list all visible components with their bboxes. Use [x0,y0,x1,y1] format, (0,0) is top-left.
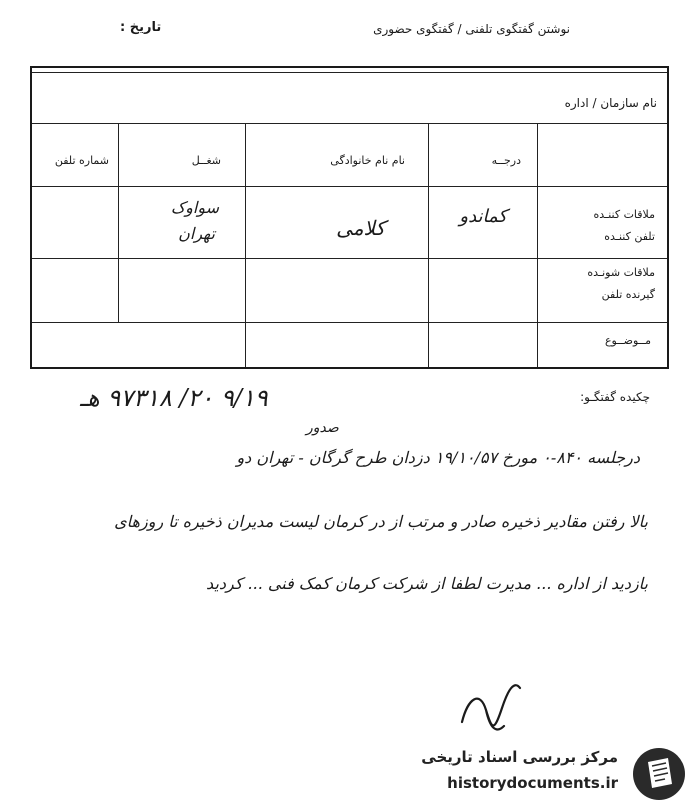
handwritten-occupation-2: تهران [178,224,215,243]
header-row-line [32,186,667,187]
signature [450,670,530,740]
logo-title: مرکز بررسی اسناد تاریخی [421,748,618,766]
receiver-label: گیرنده تلفن [601,288,655,301]
visited-row-line [32,322,667,323]
form-table [30,66,669,369]
summary-reference: ۹/۱۹ ۲۰/ ۹۷۳۱۸ هـ [80,384,268,412]
summary-label: چکیده گفتگـو: [580,390,650,404]
handwriting-line-1: درجلسه ۸۴۰-۰ مورخ ۱۹/۱۰/۵۷ دزدان طرح گرگان - تهران دو [236,448,640,467]
phone-col-line [118,123,119,322]
handwritten-name: کلامی [336,216,385,240]
rank-header: درجــه [491,154,521,167]
name-col-line [428,123,429,367]
org-row-line [32,123,667,124]
archive-logo [418,744,694,804]
visitor-row-line [32,258,667,259]
note-title: نوشتن گفتگوی تلفنی / گفتگوی حضوری [373,22,570,36]
rank-col-line [537,123,538,367]
visited-label: ملاقات شونـده [587,266,655,279]
top-inner-line [32,72,667,73]
name-family-header: نام نام خانوادگی [330,154,405,167]
handwriting-line-3: بازدید از اداره ... مدیرت لطفا از شرکت کرمان کمک فنی ... کردید [206,574,648,593]
document-emblem-icon [624,744,694,802]
handwritten-occupation-1: سواوک [170,198,219,217]
caller-label: تلفن کننـده [604,230,655,243]
org-label: نام سازمان / اداره [564,96,657,110]
occupation-header: شغــل [191,154,221,167]
visitor-label: ملاقات کننـده [593,208,655,221]
phone-header: شماره تلفن [54,154,109,167]
date-label: تاریخ : [120,20,162,35]
occupation-col-line [245,123,246,367]
handwriting-insert: صدور [306,420,339,436]
handwritten-rank: کماندو [459,206,507,227]
handwriting-line-2: بالا رفتن مقادیر ذخیره صادر و مرتب از در کرمان لیست مدیران ذخیره تا روزهای [114,512,648,531]
subject-label: مــوضــوع [604,334,651,347]
logo-url: historydocuments.ir [447,774,618,792]
